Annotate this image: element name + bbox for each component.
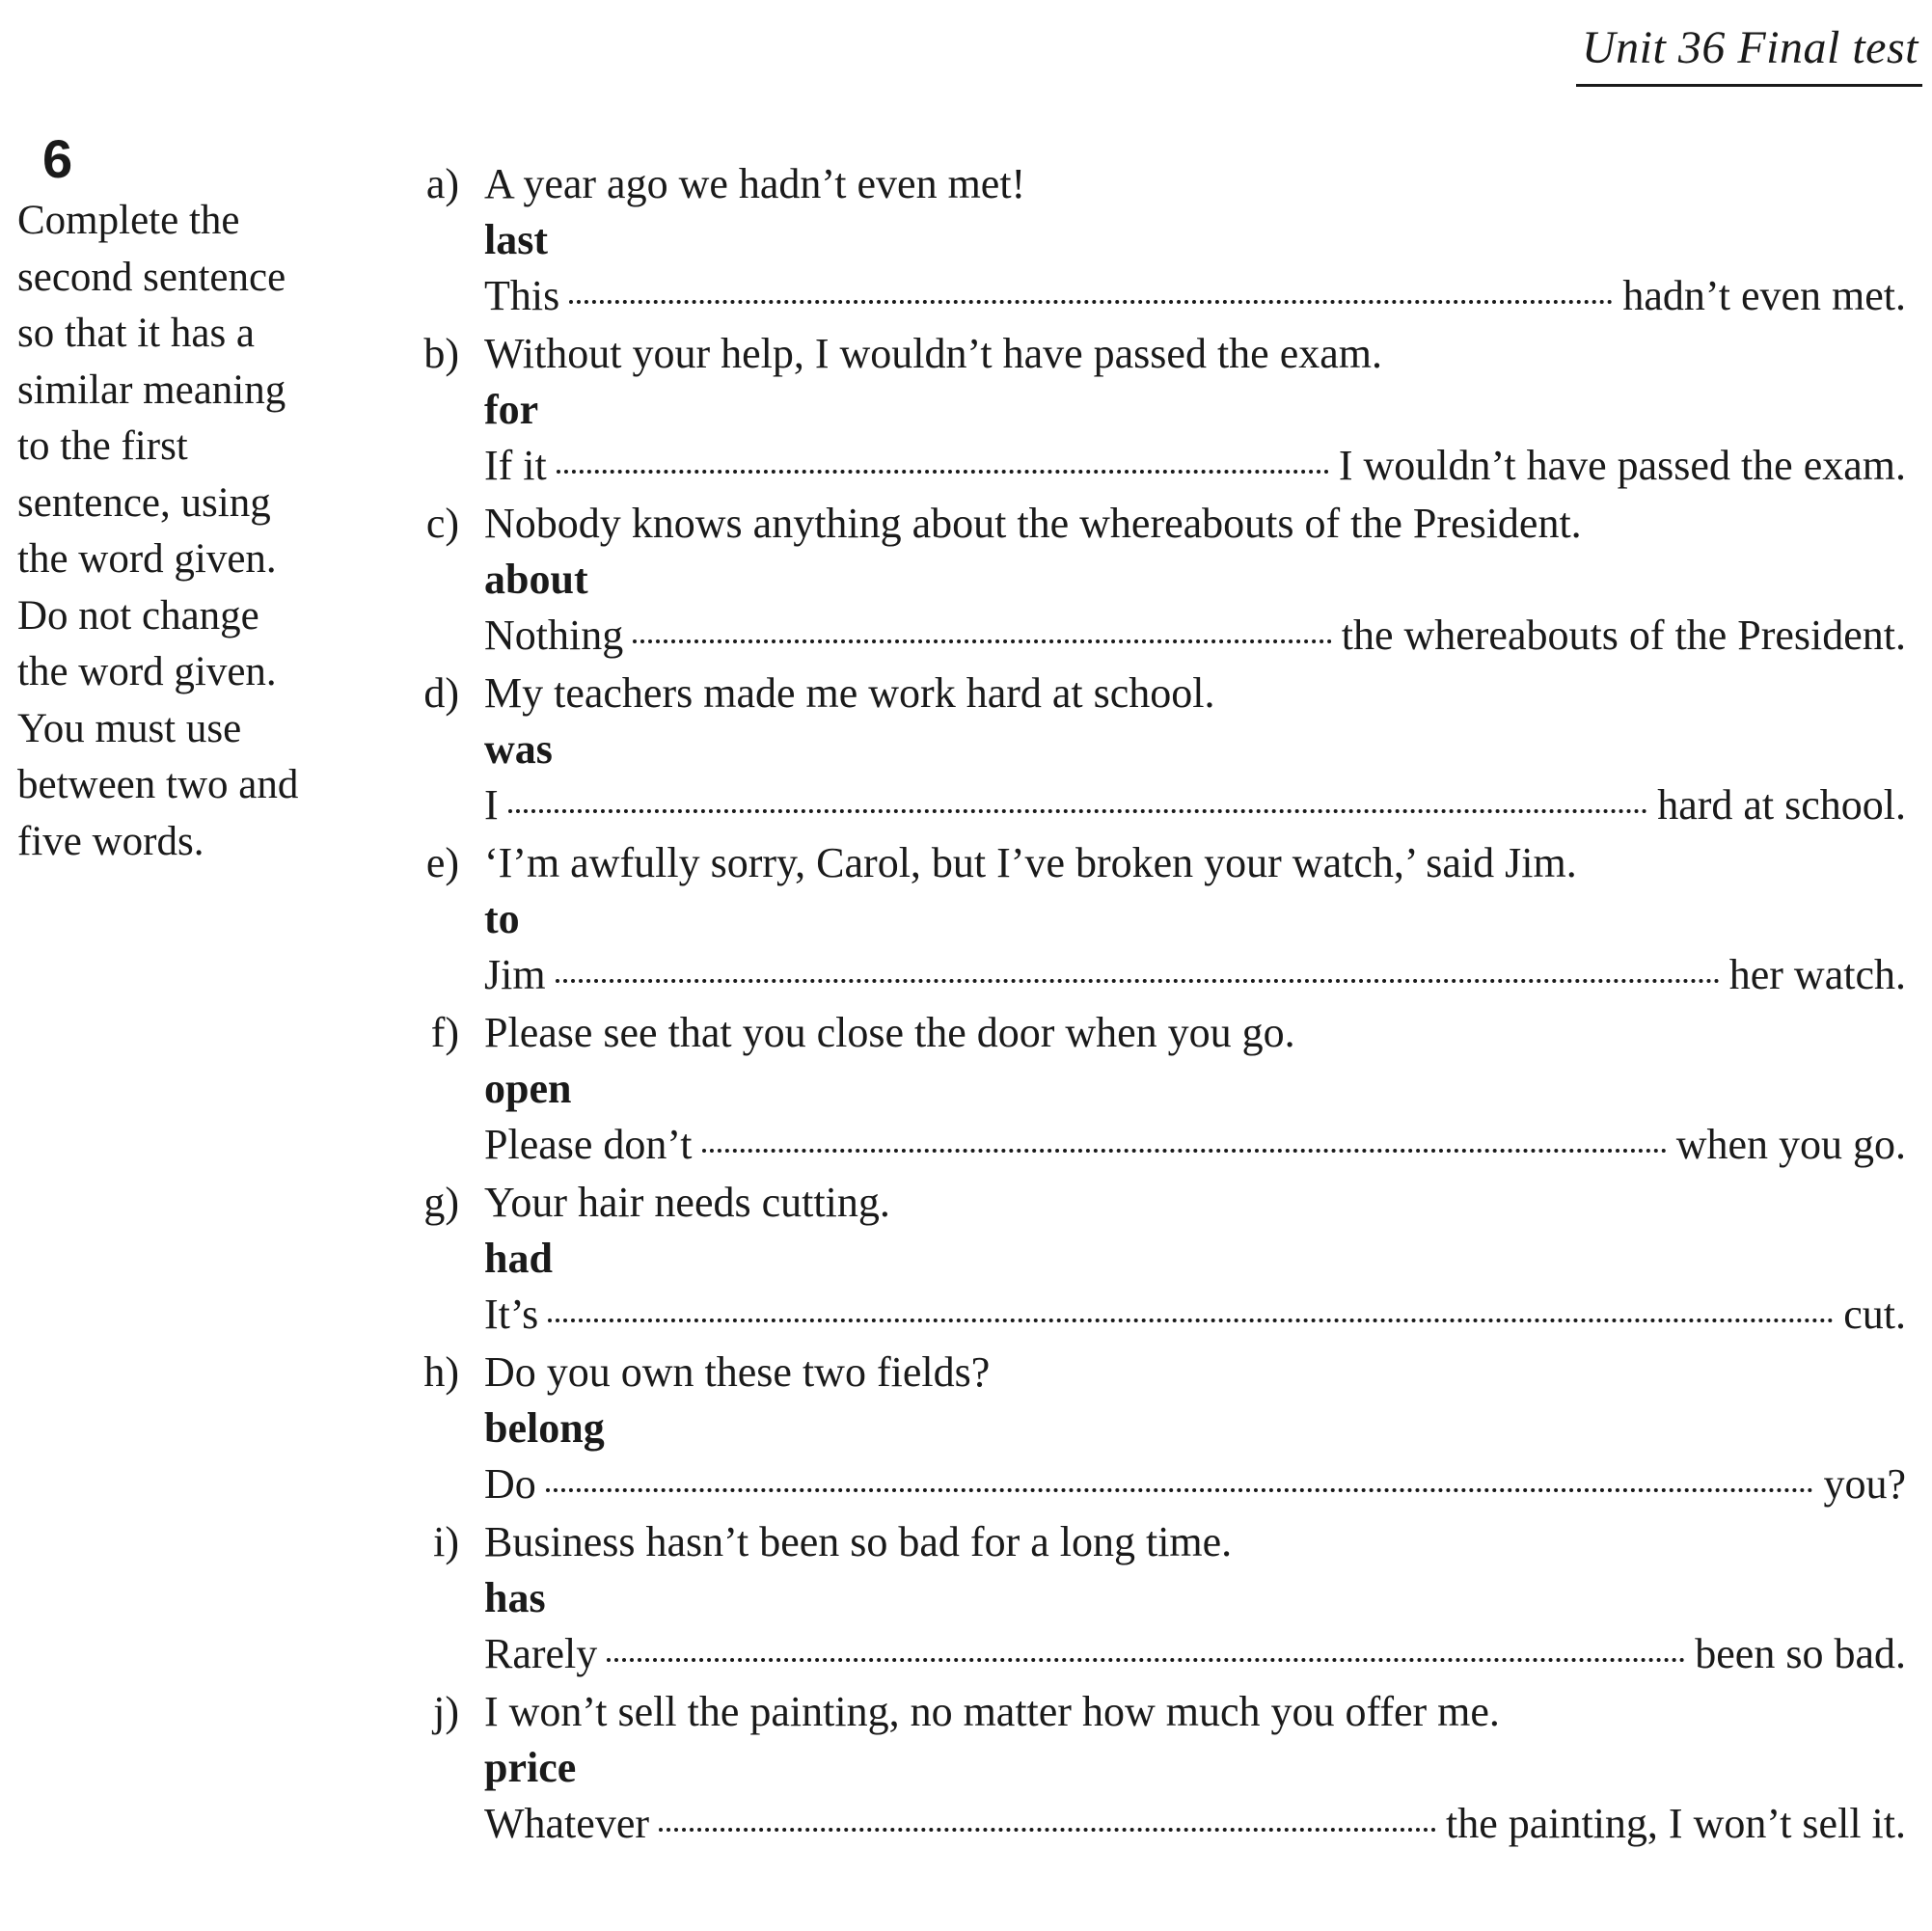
key-word: had — [484, 1235, 553, 1282]
answer-line — [484, 1117, 1906, 1173]
original-sentence: Do you own these two fields? — [484, 1348, 991, 1396]
answer-blank[interactable] — [607, 1658, 1685, 1662]
original-sentence: A year ago we hadn’t even met! — [484, 160, 1026, 207]
answer-start: Do — [484, 1460, 536, 1508]
key-word: last — [484, 216, 548, 263]
exercise-item-i — [382, 1514, 1906, 1684]
answer-start: Please don’t — [484, 1121, 693, 1168]
original-sentence: My teachers made me work hard at school. — [484, 669, 1215, 717]
answer-end: her watch. — [1728, 951, 1906, 998]
instruction-line: to the first — [17, 423, 188, 469]
exercise-instructions — [17, 193, 350, 870]
instruction-line: the word given. — [17, 649, 277, 694]
original-sentence: Please see that you close the door when you go. — [484, 1009, 1295, 1056]
item-letter: f) — [430, 1009, 459, 1056]
instruction-line: so that it has a — [17, 311, 256, 356]
answer-line — [484, 608, 1906, 664]
answer-end: the painting, I won’t sell it. — [1445, 1800, 1906, 1847]
answer-start: I — [484, 781, 499, 829]
answer-end: been so bad. — [1695, 1630, 1906, 1677]
answer-start: Jim — [484, 951, 546, 998]
answer-end: I wouldn’t have passed the exam. — [1338, 442, 1906, 489]
answer-start: Rarely — [484, 1630, 598, 1677]
original-sentence: Your hair needs cutting. — [484, 1179, 890, 1226]
instruction-line: You must use — [17, 705, 242, 751]
answer-end: cut. — [1843, 1291, 1906, 1338]
answer-line — [484, 947, 1906, 1003]
key-word: has — [484, 1574, 546, 1621]
page-header: Unit 36 Final test — [1576, 21, 1922, 87]
key-word: price — [484, 1744, 577, 1791]
exercise-item-e — [382, 835, 1906, 1005]
exercise-item-a — [382, 156, 1906, 326]
answer-blank[interactable] — [548, 1319, 1834, 1322]
item-letter: i) — [433, 1518, 459, 1565]
item-letter: e) — [425, 839, 459, 886]
item-letter: j) — [433, 1688, 459, 1735]
answer-line — [484, 1287, 1906, 1343]
exercise-number: 6 — [42, 128, 73, 189]
original-sentence: ‘I’m awfully sorry, Carol, but I’ve broken your watch,’ said Jim. — [484, 839, 1577, 886]
answer-start: This — [484, 272, 560, 319]
key-word: for — [484, 386, 539, 433]
instruction-line: five words. — [17, 818, 204, 864]
original-sentence: Nobody knows anything about the whereabouts of the President. — [484, 500, 1582, 547]
answer-line — [484, 1456, 1906, 1512]
answer-blank[interactable] — [546, 1488, 1814, 1492]
answer-blank[interactable] — [557, 470, 1329, 474]
key-word: about — [484, 556, 588, 603]
answer-blank[interactable] — [556, 979, 1720, 983]
exercise-items — [382, 156, 1906, 1854]
exercise-item-b — [382, 326, 1906, 496]
answer-line — [484, 1796, 1906, 1852]
instruction-line: sentence, using — [17, 479, 271, 526]
answer-blank[interactable] — [508, 809, 1648, 813]
original-sentence: Without your help, I wouldn’t have passed the exam. — [484, 330, 1382, 377]
answer-start: Nothing — [484, 612, 624, 659]
instruction-line: the word given. — [17, 536, 277, 582]
answer-end: when you go. — [1675, 1121, 1906, 1168]
answer-blank[interactable] — [702, 1149, 1667, 1153]
answer-end: hadn’t even met. — [1622, 272, 1906, 319]
answer-blank[interactable] — [659, 1828, 1436, 1832]
item-letter: a) — [425, 160, 459, 207]
instruction-line: similar meaning — [17, 367, 286, 413]
item-letter: d) — [423, 669, 459, 717]
answer-line — [484, 438, 1906, 494]
answer-blank[interactable] — [569, 300, 1613, 304]
key-word: belong — [484, 1404, 605, 1452]
item-letter: c) — [425, 500, 459, 547]
answer-start: If it — [484, 442, 547, 489]
instruction-line: between two and — [17, 762, 299, 807]
answer-end: the whereabouts of the President. — [1341, 612, 1906, 659]
answer-line — [484, 268, 1906, 324]
instruction-line: Do not change — [17, 592, 259, 639]
instruction-line: second sentence — [17, 254, 286, 300]
key-word: was — [484, 725, 553, 773]
answer-line — [484, 777, 1906, 833]
answer-end: you? — [1823, 1460, 1906, 1508]
key-word: to — [484, 895, 520, 942]
original-sentence: Business hasn’t been so bad for a long time. — [484, 1518, 1233, 1565]
answer-end: hard at school. — [1657, 781, 1906, 829]
exercise-item-c — [382, 496, 1906, 666]
item-letter: h) — [423, 1348, 459, 1396]
original-sentence: I won’t sell the painting, no matter how much you offer me. — [484, 1688, 1500, 1735]
exercise-item-j — [382, 1684, 1906, 1854]
key-word: open — [484, 1065, 572, 1112]
answer-start: It’s — [484, 1291, 539, 1338]
exercise-item-g — [382, 1175, 1906, 1345]
instruction-line: Complete the — [17, 198, 240, 243]
answer-blank[interactable] — [633, 639, 1331, 643]
item-letter: g) — [423, 1179, 459, 1226]
item-letter: b) — [423, 330, 459, 377]
exercise-item-h — [382, 1345, 1906, 1514]
answer-line — [484, 1626, 1906, 1682]
answer-start: Whatever — [484, 1800, 649, 1847]
exercise-item-d — [382, 666, 1906, 835]
exercise-item-f — [382, 1005, 1906, 1175]
